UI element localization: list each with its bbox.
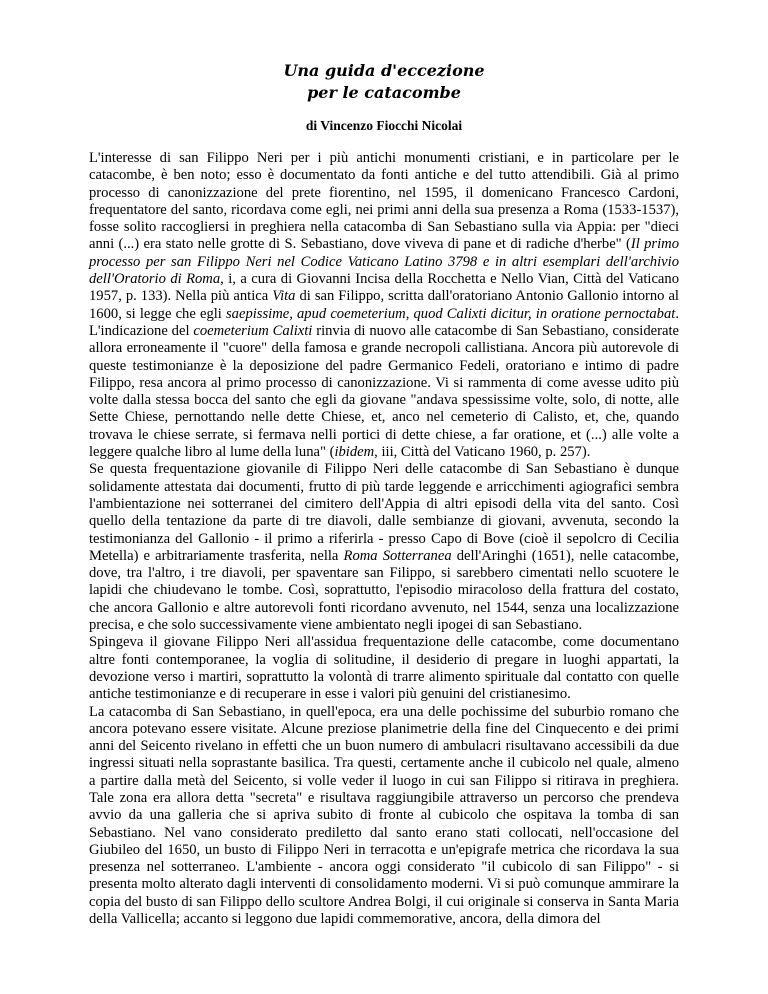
body-paragraph [89,150,679,461]
italic-text: saepissime, apud coemeterium, quod Calixti dicitur, in oratione pernoctabat [225,305,676,322]
text-run: , i, a cura di Giovanni Incisa della Rocchetta e Nello Vian, Città del Vaticano 1957, p. 133). Nella più antica [89,271,679,305]
text-run: , iii, Città del Vaticano 1960, p. 257). [374,444,591,461]
text-run: Se questa frequentazione giovanile di Filippo Neri delle catacombe di San Sebastiano è dunque solidamente attestata dai documenti, frutto di più tarde leggende e arricchimenti agiografici sembra l'ambientazione nei sotterranei del cimitero dell'Appia di altri episodi della vita del santo. Così quello della tentazione da parte di tre diavoli, dalle sembianze di giovani, avvenuta, secondo la testimonianza del Gallonio - il primo a riferirla - presso Capo di Bove (cioè il sepolcro di Cecilia Metella) e arbitrariamente trasferita, nella [89,461,679,564]
italic-text: Roma Sotterranea [343,547,452,564]
italic-text: Il primo processo per san Filippo Neri nel Codice Vaticano Latino 3798 e in altri esemplari dell'archivio dell'Oratorio di Roma [89,236,680,288]
text-run: L'interesse di san Filippo Neri per i più antichi monumenti cristiani, e in particolare per le catacombe, è ben noto; esso è documentato da fonti antiche e del tutto attendibili. Già al primo processo di canonizzazione del prete fiorentino, nel 1595, il domenicano Francesco Cardoni, frequentatore del santo, ricordava come egli, nei primi anni della sua presenza a Roma (1533-1537), fosse solito raccogliersi in preghiera nella catacomba di San Sebastiano sulla via Appia: per "dieci anni (...) era stato nelle grotte di S. Sebastiano, dove viveva di pane et di radiche d'herbe" ( [89,150,679,253]
italic-text: ibidem [334,444,375,461]
author-byline: di Vincenzo Fiocchi Nicolai [305,118,463,133]
text-run: . L'indicazione del [89,305,679,339]
text-run: dell'Aringhi (1651), nelle catacombe, dove, tra l'altro, i tre diavoli, per spaventare san Filippo, si sarebbero cimentati nello scuotere le lapidi che chiudevano le tombe. Così, soprattutto, l'episodio miracoloso della frattura del costato, che ancora Gallonio e altre autorevoli fonti ricordano avvenuto, nel 1544, senza una localizzazione precisa, e che solo successivamente viene ambientato negli ipogei di san Sebastiano. [89,547,679,634]
italic-text: Vita [272,288,296,305]
title-line-1: Una guida d'eccezione [283,61,485,80]
body-paragraph [89,704,679,929]
italic-text: coemeterium Calixti [193,322,313,339]
body-paragraph [89,634,679,703]
article-title [89,60,679,104]
text-run: Spingeva il giovane Filippo Neri all'assidua frequentazione delle catacombe, come documentano altre fonti contemporanee, la voglia di solitudine, il desiderio di pregare in luoghi appartati, la devozione verso i martiri, soprattutto la volontà di trarre alimento spirituale dal contatto con quelle antiche testimonianze e di recuperare in esse i valori più genuini del cristianesimo. [89,634,679,703]
article-body [89,150,679,928]
body-paragraph [89,461,679,634]
text-run: rinvia di nuovo alle catacombe di San Sebastiano, considerate allora erroneamente il "cuore" della famosa e grande necropoli callistiana. Ancora più autorevole di queste testimonianze è la deposizione del padre Germanico Fedeli, oratoriano e intimo di padre Filippo, resa ancora al primo processo di canonizzazione. Vi si rammenta di come avesse udito più volte dalla stessa bocca del santo che egli da giovane "andava spessissime volte, solo, di notte, alle Sette Chiese, pernottando nelle dette Chiese, et, anco nel cemeterio di Calisto, et, che, quando trovava le chiese serrate, si fermava nelli portici di dette chiese, a far oratione, et (...) alle volte a leggere qualche libro al lume della luna" ( [89,322,680,461]
text-run: di san Filippo, scritta dall'oratoriano Antonio Gallonio intorno al 1600, si legge che egli [89,288,679,322]
title-line-2: per le catacombe [307,83,461,102]
text-run: La catacomba di San Sebastiano, in quell'epoca, era una delle pochissime del suburbio romano che ancora potevano essere visitate. Alcune preziose planimetrie della fine del Cinquecento e dei primi anni del Seicento rivelano in effetti che un buon numero di ambulacri risultavano accessibili da due ingressi situati nella soprastante basilica. Tra questi, certamente anche il cubicolo nel quale, almeno a partire dalla metà del Seicento, si volle veder il luogo in cui san Filippo si ritirava in preghiera. Tale zona era allora detta "secreta" e risultava raggiungibile attraverso un percorso che prendeva avvio da una galleria che si apriva subito di fronte al cubicolo che ospitava la tomba di san Sebastiano. Nel vano considerato prediletto dal santo erano stati collocati, nell'occasione del Giubileo del 1650, un busto di Filippo Neri in terracotta e un'epigrafe metrica che ricordava la sua presenza nel sotterraneo. L'ambiente - ancora oggi considerato "il cubicolo di san Filippo" - si presenta molto alterato dagli interventi di consolidamento moderni. Vi si può comunque ammirare la copia del busto di san Filippo dello scultore Andrea Bolgi, il cui originale si conserva in Santa Maria della Vallicella; accanto si leggono due lapidi commemorative, ancora, della dimora del [89,703,679,928]
